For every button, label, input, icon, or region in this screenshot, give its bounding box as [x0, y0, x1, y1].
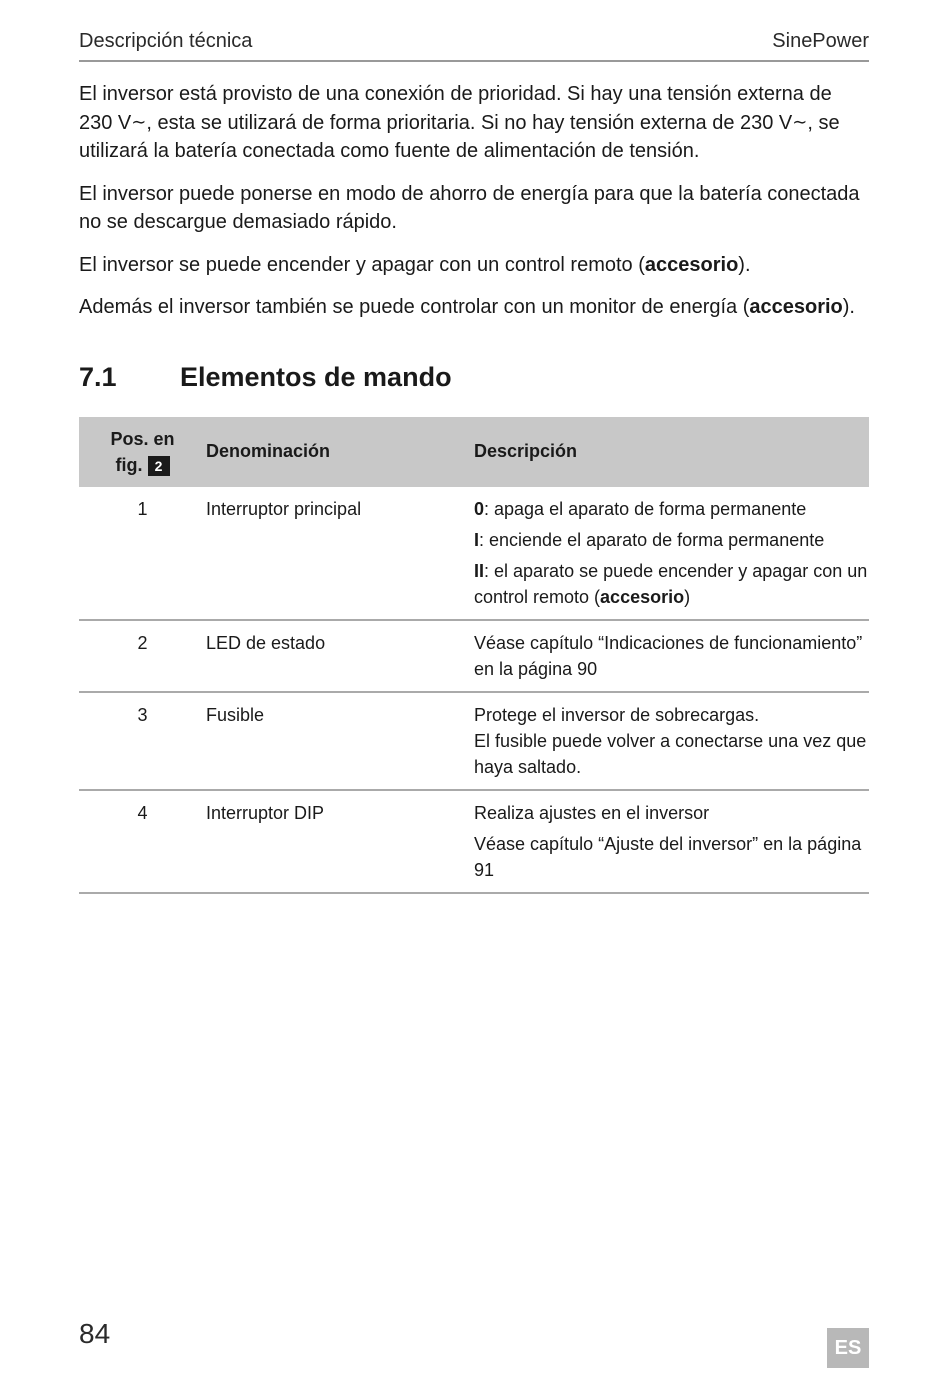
header-description: Descripción — [474, 417, 869, 487]
page-header — [79, 30, 869, 62]
language-badge: ES — [827, 1328, 869, 1368]
paragraph-energy-saving: El inversor puede ponerse en modo de ahorro de energía para que la batería conectada no se descargue demasiado rápido. — [79, 182, 860, 233]
control-elements-table — [79, 417, 869, 894]
page-content — [79, 80, 869, 894]
cell-position: 3 — [79, 692, 206, 790]
cell-position: 2 — [79, 620, 206, 692]
ac-symbol-icon: ∼ — [131, 111, 147, 132]
paragraph-remote-control: El inversor se puede encender y apagar con un control remoto (accesorio). — [79, 253, 751, 276]
table-row — [79, 487, 869, 620]
table-header-row — [79, 417, 869, 487]
figure-reference-badge: 2 — [148, 456, 170, 476]
table-row — [79, 790, 869, 893]
header-name: Denominación — [206, 417, 474, 487]
cell-name: Interruptor DIP — [206, 790, 474, 893]
section-heading — [79, 362, 869, 393]
cell-description: Véase capítulo “Indicaciones de funcionamiento” en la página 90 — [474, 620, 869, 692]
paragraph-priority: El inversor está provisto de una conexión de prioridad. Si hay una tensión externa de 230 V∼, esta se utilizará de forma prioritaria. Si no hay tensión externa de 230 V∼, se utilizará la batería conectada como fuente de alimentación de tensión. — [79, 83, 840, 162]
page-number: 84 — [79, 1318, 111, 1349]
section-title: Elementos de mando — [180, 361, 452, 392]
cell-position: 1 — [79, 487, 206, 620]
table-row — [79, 692, 869, 790]
paragraph-energy-monitor: Además el inversor también se puede controlar con un monitor de energía (accesorio). — [79, 296, 855, 318]
cell-name: LED de estado — [206, 620, 474, 692]
header-product-name: SinePower — [772, 30, 869, 52]
cell-name: Fusible — [206, 692, 474, 790]
cell-description: Protege el inversor de sobrecargas. El fusible puede volver a conectarse una vez que haya saltado. — [474, 692, 869, 790]
cell-description: Realiza ajustes en el inversor Véase capítulo “Ajuste del inversor” en la página 91 — [474, 790, 869, 893]
section-number: 7.1 — [79, 361, 117, 392]
cell-position: 4 — [79, 790, 206, 893]
cell-description: 0: apaga el aparato de forma permanente I: enciende el aparato de forma permanente II: el aparato se puede encender y apagar con un control remoto (accesorio) — [474, 487, 869, 620]
header-position: Pos. en fig. 2 — [79, 417, 206, 487]
table-row — [79, 620, 869, 692]
cell-name: Interruptor principal — [206, 487, 474, 620]
ac-symbol-icon: ∼ — [792, 111, 808, 132]
header-section-title: Descripción técnica — [79, 30, 253, 52]
